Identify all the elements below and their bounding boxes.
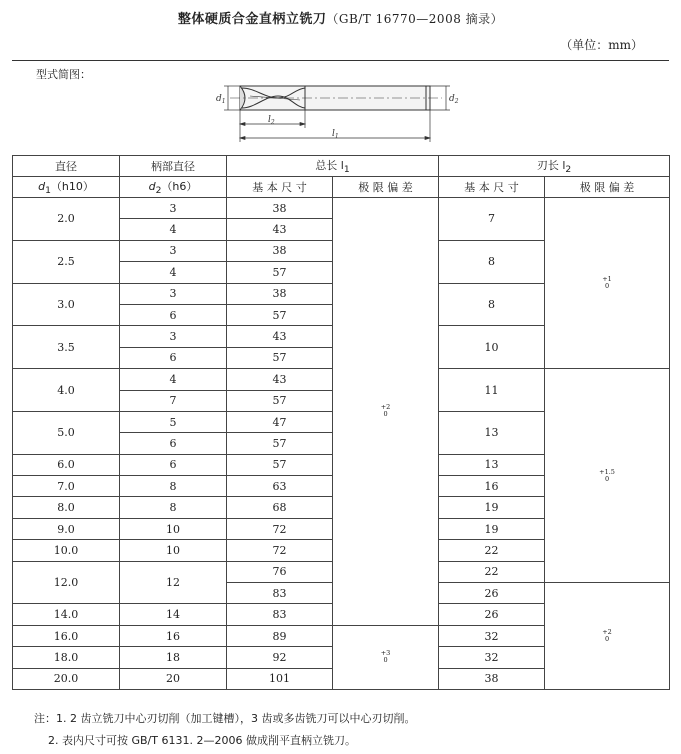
cell-d2: 18 bbox=[120, 647, 227, 668]
cell-l1: 43 bbox=[227, 219, 333, 240]
cell-d1: 2.5 bbox=[13, 240, 120, 283]
tol-l2-c: +2 0 bbox=[545, 583, 670, 690]
cell-d1: 10.0 bbox=[13, 540, 120, 561]
cell-d2: 3 bbox=[120, 240, 227, 261]
cell-l1: 92 bbox=[227, 647, 333, 668]
label-l1: $l_1$ bbox=[332, 129, 339, 140]
cell-l2: 7 bbox=[439, 198, 545, 241]
title-text: 整体硬质合金直柄立铣刀 bbox=[177, 12, 327, 27]
label-d1: $d_1$ bbox=[216, 94, 226, 105]
note-1: 注：1. 2 齿立铣刀中心刃切削（加工键槽），3 齿或多齿铣刀可以中心刃切削。 bbox=[34, 712, 416, 725]
header-shank-sym: $d_2(h6)$ bbox=[120, 177, 227, 198]
cell-d2: 4 bbox=[120, 219, 227, 240]
note-2: 2. 表内尺寸可按 GB/T 6131. 2—2006 做成削平直柄立铣刀。 bbox=[48, 734, 356, 747]
tol-l1-a: +2 0 bbox=[333, 198, 439, 626]
header-basic-size-2: 基 本 尺 寸 bbox=[439, 177, 545, 198]
cell-l2: 19 bbox=[439, 518, 545, 539]
cell-l1: 43 bbox=[227, 326, 333, 347]
cell-l2: 19 bbox=[439, 497, 545, 518]
cell-d1: 18.0 bbox=[13, 647, 120, 668]
cell-l1: 38 bbox=[227, 283, 333, 304]
cell-l2: 38 bbox=[439, 668, 545, 689]
top-rule bbox=[12, 60, 669, 61]
cell-d2: 10 bbox=[120, 518, 227, 539]
tol-l2-a: +1 0 bbox=[545, 198, 670, 369]
cell-d2: 7 bbox=[120, 390, 227, 411]
cell-d1: 6.0 bbox=[13, 454, 120, 475]
cell-d2: 5 bbox=[120, 411, 227, 432]
cell-l1: 76 bbox=[227, 561, 333, 582]
cell-d1: 16.0 bbox=[13, 625, 120, 646]
end-mill-drawing bbox=[210, 76, 480, 148]
notes bbox=[34, 708, 415, 752]
header-edge-length: 刃长 $l_2$ bbox=[439, 156, 670, 177]
cell-l2: 8 bbox=[439, 240, 545, 283]
cell-d2: 3 bbox=[120, 326, 227, 347]
cell-l1: 57 bbox=[227, 390, 333, 411]
cell-l2: 22 bbox=[439, 561, 545, 582]
unit-label: （单位：mm） bbox=[560, 38, 643, 52]
header-total-length: 总长 $l_1$ bbox=[227, 156, 439, 177]
cell-l2: 13 bbox=[439, 411, 545, 454]
cell-l1: 38 bbox=[227, 198, 333, 219]
header-diameter: 直径 bbox=[13, 156, 120, 177]
title-standard: （GB/T 16770—2008 摘录） bbox=[326, 12, 504, 26]
cell-l1: 38 bbox=[227, 240, 333, 261]
cell-d2: 14 bbox=[120, 604, 227, 625]
cell-l1: 83 bbox=[227, 583, 333, 604]
cell-d2: 8 bbox=[120, 476, 227, 497]
cutter-body bbox=[230, 86, 442, 110]
cell-d1: 4.0 bbox=[13, 369, 120, 412]
header-basic-size: 基 本 尺 寸 bbox=[227, 177, 333, 198]
cell-l1: 43 bbox=[227, 369, 333, 390]
cell-d2: 6 bbox=[120, 347, 227, 368]
table-row bbox=[13, 198, 670, 219]
cell-l2: 32 bbox=[439, 625, 545, 646]
dimensions-table bbox=[12, 155, 670, 690]
cell-l2: 8 bbox=[439, 283, 545, 326]
cell-d1: 7.0 bbox=[13, 476, 120, 497]
cell-l1: 72 bbox=[227, 518, 333, 539]
cell-l1: 47 bbox=[227, 411, 333, 432]
cell-d2: 4 bbox=[120, 262, 227, 283]
label-d2: $d_2$ bbox=[449, 94, 459, 105]
cell-d1: 12.0 bbox=[13, 561, 120, 604]
cell-d2: 3 bbox=[120, 283, 227, 304]
cell-l1: 72 bbox=[227, 540, 333, 561]
cell-l2: 11 bbox=[439, 369, 545, 412]
cell-l2: 16 bbox=[439, 476, 545, 497]
cell-d1: 14.0 bbox=[13, 604, 120, 625]
header-limit-dev-2: 极 限 偏 差 bbox=[545, 177, 670, 198]
cell-l2: 22 bbox=[439, 540, 545, 561]
cell-d2: 12 bbox=[120, 561, 227, 604]
cell-l1: 68 bbox=[227, 497, 333, 518]
cell-d1: 3.5 bbox=[13, 326, 120, 369]
header-diameter-sym: $d_1(h10)$ bbox=[13, 177, 120, 198]
tol-l2-b: +1.5 0 bbox=[545, 369, 670, 583]
cell-d2: 16 bbox=[120, 625, 227, 646]
cell-l2: 26 bbox=[439, 604, 545, 625]
cell-d1: 2.0 bbox=[13, 198, 120, 241]
cell-d1: 5.0 bbox=[13, 411, 120, 454]
cell-d2: 20 bbox=[120, 668, 227, 689]
cell-d2: 6 bbox=[120, 304, 227, 325]
tol-l1-b: +3 0 bbox=[333, 625, 439, 689]
cell-l1: 83 bbox=[227, 604, 333, 625]
cell-l1: 57 bbox=[227, 454, 333, 475]
form-label: 型式简图： bbox=[36, 68, 91, 81]
cell-l2: 26 bbox=[439, 583, 545, 604]
cell-l1: 89 bbox=[227, 625, 333, 646]
cell-l2: 10 bbox=[439, 326, 545, 369]
cell-d2: 6 bbox=[120, 454, 227, 475]
cell-l1: 57 bbox=[227, 347, 333, 368]
cell-d2: 3 bbox=[120, 198, 227, 219]
header-limit-dev: 极 限 偏 差 bbox=[333, 177, 439, 198]
cell-d2: 6 bbox=[120, 433, 227, 454]
header-shank: 柄部直径 bbox=[120, 156, 227, 177]
cell-d1: 20.0 bbox=[13, 668, 120, 689]
cell-l1: 63 bbox=[227, 476, 333, 497]
cell-l1: 57 bbox=[227, 433, 333, 454]
cell-d1: 3.0 bbox=[13, 283, 120, 326]
cell-l1: 57 bbox=[227, 262, 333, 283]
cell-d2: 4 bbox=[120, 369, 227, 390]
cell-l2: 32 bbox=[439, 647, 545, 668]
cell-d2: 8 bbox=[120, 497, 227, 518]
page-title bbox=[0, 8, 681, 27]
label-l2: $l_2$ bbox=[268, 115, 275, 126]
cell-l1: 101 bbox=[227, 668, 333, 689]
cell-d1: 9.0 bbox=[13, 518, 120, 539]
cell-d1: 8.0 bbox=[13, 497, 120, 518]
cell-d2: 10 bbox=[120, 540, 227, 561]
cell-l2: 13 bbox=[439, 454, 545, 475]
cell-l1: 57 bbox=[227, 304, 333, 325]
